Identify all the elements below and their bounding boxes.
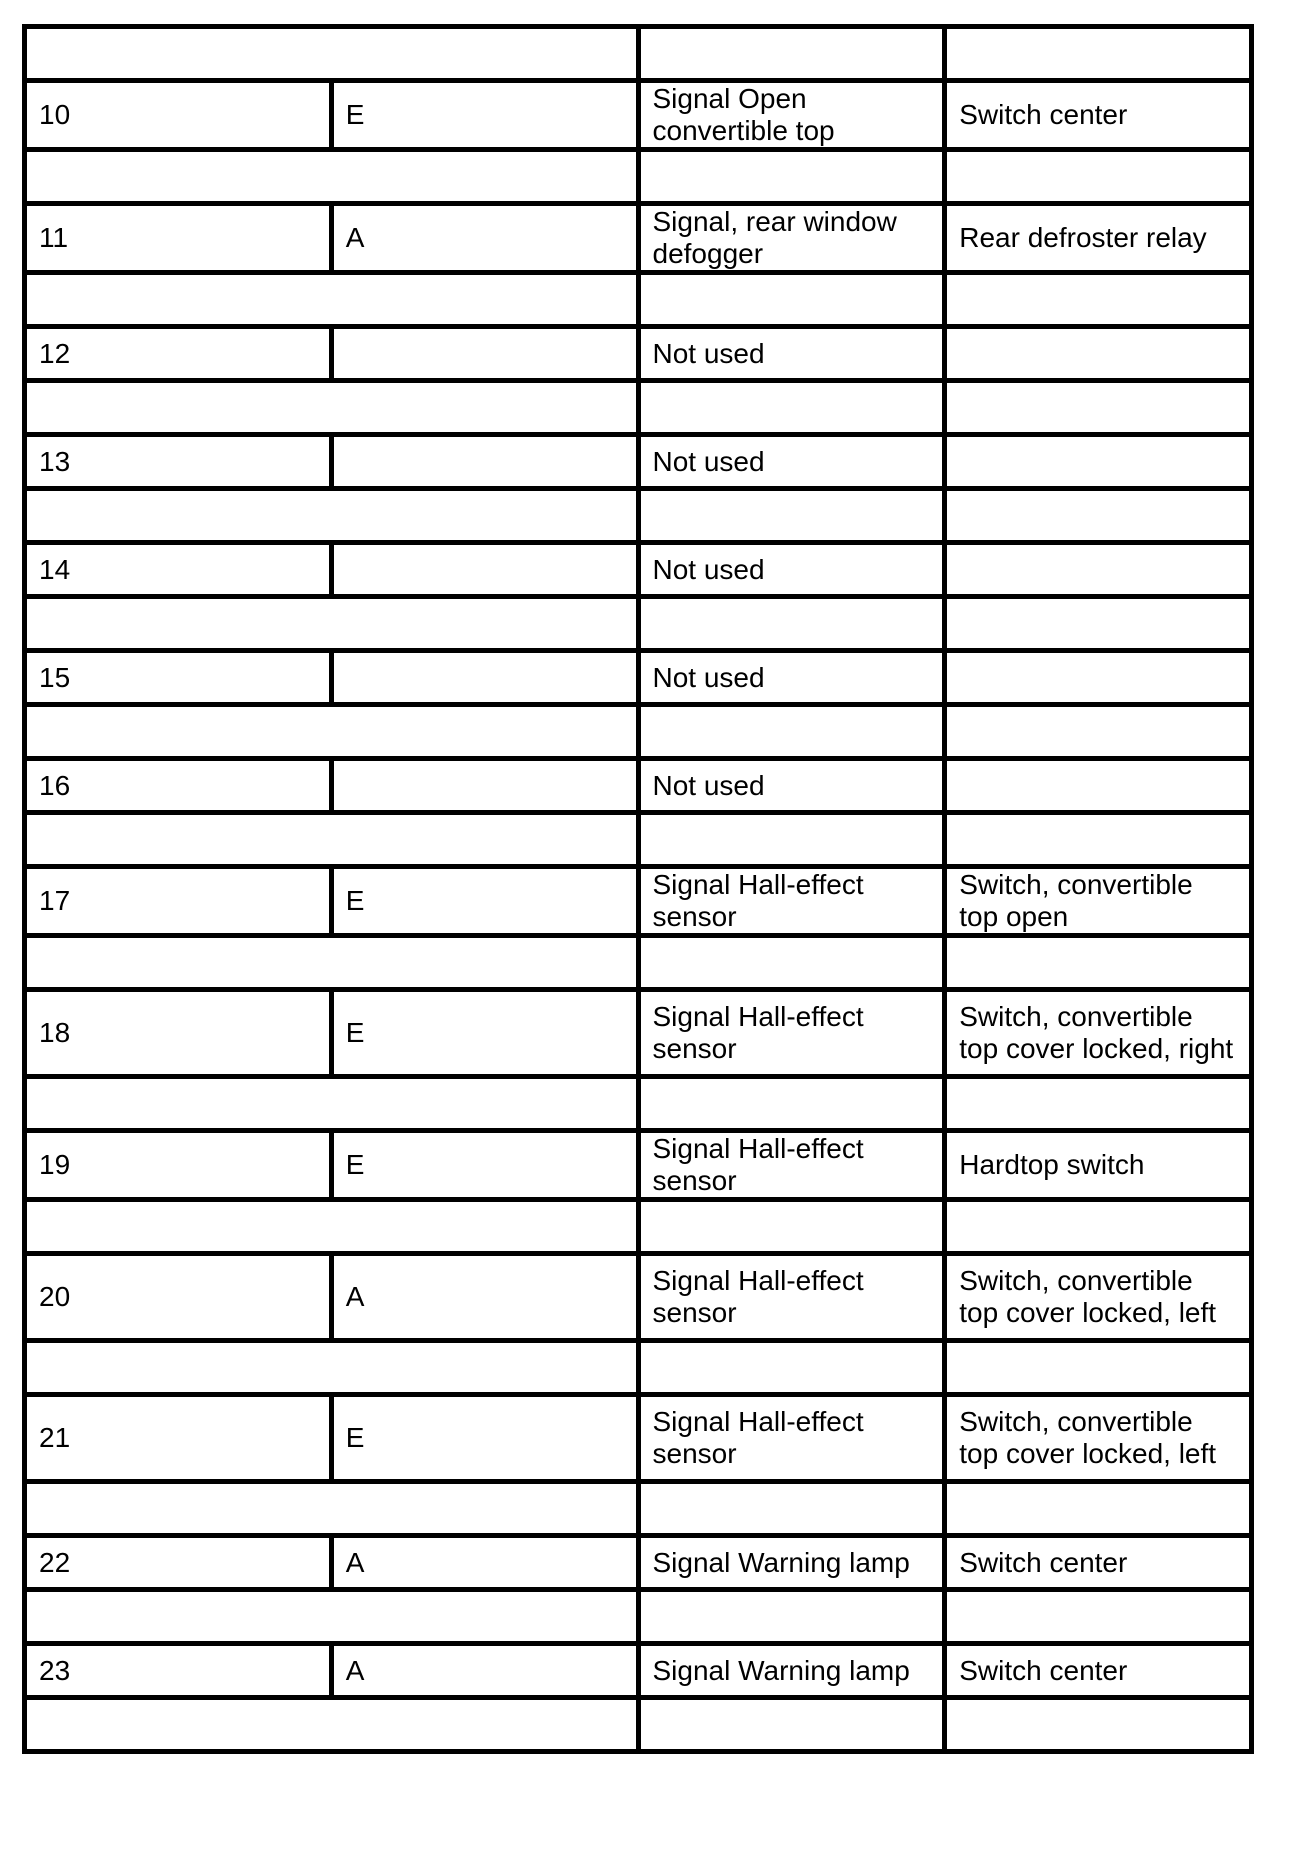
component-location-cell: Rear defroster relay (945, 204, 1252, 273)
component-location-cell: Switch, convertible top cover locked, left (945, 1254, 1252, 1341)
spacer-row (25, 705, 1252, 759)
signal-description-cell: Not used (638, 543, 945, 597)
signal-description-cell: Not used (638, 327, 945, 381)
pin-number-cell: 10 (25, 81, 332, 150)
pin-number-cell: 20 (25, 1254, 332, 1341)
spacer-cell (638, 936, 945, 990)
table-row (25, 81, 1252, 150)
component-location-cell: Switch, convertible top cover locked, left (945, 1395, 1252, 1482)
io-type-cell: E (331, 867, 638, 936)
spacer-cell (638, 1590, 945, 1644)
component-location-cell: Switch center (945, 1536, 1252, 1590)
component-location-cell: Switch, convertible top open (945, 867, 1252, 936)
spacer-cell (945, 813, 1252, 867)
component-location-cell (945, 543, 1252, 597)
io-type-cell (331, 543, 638, 597)
spacer-cell (945, 597, 1252, 651)
component-location-cell: Switch, convertible top cover locked, right (945, 990, 1252, 1077)
io-type-cell: E (331, 1131, 638, 1200)
spacer-cell (945, 936, 1252, 990)
spacer-cell (25, 489, 639, 543)
table-row (25, 759, 1252, 813)
io-type-cell: E (331, 81, 638, 150)
spacer-row (25, 1341, 1252, 1395)
spacer-cell (638, 705, 945, 759)
pin-number-cell: 13 (25, 435, 332, 489)
component-location-cell: Switch center (945, 81, 1252, 150)
spacer-cell (25, 1482, 639, 1536)
spacer-row (25, 489, 1252, 543)
spacer-row (25, 27, 1252, 81)
component-location-cell: Hardtop switch (945, 1131, 1252, 1200)
io-type-cell: A (331, 204, 638, 273)
pin-number-cell: 17 (25, 867, 332, 936)
pin-number-cell: 15 (25, 651, 332, 705)
table-row (25, 543, 1252, 597)
table-row (25, 1644, 1252, 1698)
spacer-row (25, 813, 1252, 867)
signal-description-cell: Signal Warning lamp (638, 1536, 945, 1590)
table-row (25, 1131, 1252, 1200)
spacer-cell (25, 273, 639, 327)
io-type-cell (331, 759, 638, 813)
spacer-cell (25, 150, 639, 204)
signal-description-cell: Signal Hall-effect sensor (638, 867, 945, 936)
spacer-cell (638, 1482, 945, 1536)
spacer-cell (25, 27, 639, 81)
spacer-cell (945, 273, 1252, 327)
spacer-cell (638, 1200, 945, 1254)
io-type-cell: A (331, 1644, 638, 1698)
spacer-cell (945, 381, 1252, 435)
spacer-cell (25, 813, 639, 867)
io-type-cell (331, 327, 638, 381)
spacer-row (25, 597, 1252, 651)
spacer-cell (945, 1341, 1252, 1395)
table-row (25, 1254, 1252, 1341)
signal-description-cell: Signal Open convertible top (638, 81, 945, 150)
pin-assignment-table (22, 24, 1254, 1754)
spacer-cell (638, 273, 945, 327)
signal-description-cell: Not used (638, 759, 945, 813)
spacer-row (25, 1482, 1252, 1536)
spacer-row (25, 1590, 1252, 1644)
pin-number-cell: 19 (25, 1131, 332, 1200)
signal-description-cell: Signal, rear window defogger (638, 204, 945, 273)
component-location-cell (945, 651, 1252, 705)
spacer-cell (945, 1590, 1252, 1644)
table-row (25, 990, 1252, 1077)
table-row (25, 204, 1252, 273)
spacer-row (25, 1698, 1252, 1752)
signal-description-cell: Signal Hall-effect sensor (638, 1131, 945, 1200)
spacer-cell (25, 1698, 639, 1752)
spacer-cell (638, 27, 945, 81)
spacer-cell (638, 1341, 945, 1395)
component-location-cell (945, 327, 1252, 381)
component-location-cell (945, 759, 1252, 813)
signal-description-cell: Signal Hall-effect sensor (638, 990, 945, 1077)
spacer-cell (25, 381, 639, 435)
spacer-cell (945, 1698, 1252, 1752)
pin-number-cell: 22 (25, 1536, 332, 1590)
spacer-cell (945, 27, 1252, 81)
spacer-cell (638, 489, 945, 543)
spacer-cell (25, 1077, 639, 1131)
io-type-cell (331, 435, 638, 489)
spacer-row (25, 1200, 1252, 1254)
spacer-cell (945, 1200, 1252, 1254)
spacer-cell (638, 813, 945, 867)
spacer-cell (25, 705, 639, 759)
table-row (25, 1536, 1252, 1590)
spacer-cell (638, 381, 945, 435)
signal-description-cell: Signal Warning lamp (638, 1644, 945, 1698)
spacer-cell (945, 705, 1252, 759)
spacer-row (25, 273, 1252, 327)
signal-description-cell: Not used (638, 435, 945, 489)
table-body (25, 27, 1252, 1752)
pin-number-cell: 14 (25, 543, 332, 597)
table-row (25, 867, 1252, 936)
spacer-cell (945, 150, 1252, 204)
spacer-row (25, 936, 1252, 990)
signal-description-cell: Not used (638, 651, 945, 705)
pin-number-cell: 18 (25, 990, 332, 1077)
signal-description-cell: Signal Hall-effect sensor (638, 1395, 945, 1482)
spacer-cell (638, 150, 945, 204)
io-type-cell: E (331, 1395, 638, 1482)
signal-description-cell: Signal Hall-effect sensor (638, 1254, 945, 1341)
spacer-cell (25, 1200, 639, 1254)
table-row (25, 1395, 1252, 1482)
table-row (25, 651, 1252, 705)
spacer-cell (945, 489, 1252, 543)
io-type-cell: A (331, 1536, 638, 1590)
pin-number-cell: 11 (25, 204, 332, 273)
io-type-cell: E (331, 990, 638, 1077)
spacer-cell (945, 1077, 1252, 1131)
pin-number-cell: 12 (25, 327, 332, 381)
spacer-cell (638, 1077, 945, 1131)
pin-number-cell: 21 (25, 1395, 332, 1482)
component-location-cell (945, 435, 1252, 489)
spacer-row (25, 1077, 1252, 1131)
spacer-cell (638, 597, 945, 651)
pin-number-cell: 16 (25, 759, 332, 813)
spacer-cell (25, 597, 639, 651)
spacer-cell (25, 1341, 639, 1395)
spacer-row (25, 381, 1252, 435)
spacer-cell (25, 936, 639, 990)
component-location-cell: Switch center (945, 1644, 1252, 1698)
table-row (25, 435, 1252, 489)
io-type-cell: A (331, 1254, 638, 1341)
spacer-row (25, 150, 1252, 204)
spacer-cell (945, 1482, 1252, 1536)
pin-number-cell: 23 (25, 1644, 332, 1698)
spacer-cell (638, 1698, 945, 1752)
io-type-cell (331, 651, 638, 705)
spacer-cell (25, 1590, 639, 1644)
table-row (25, 327, 1252, 381)
